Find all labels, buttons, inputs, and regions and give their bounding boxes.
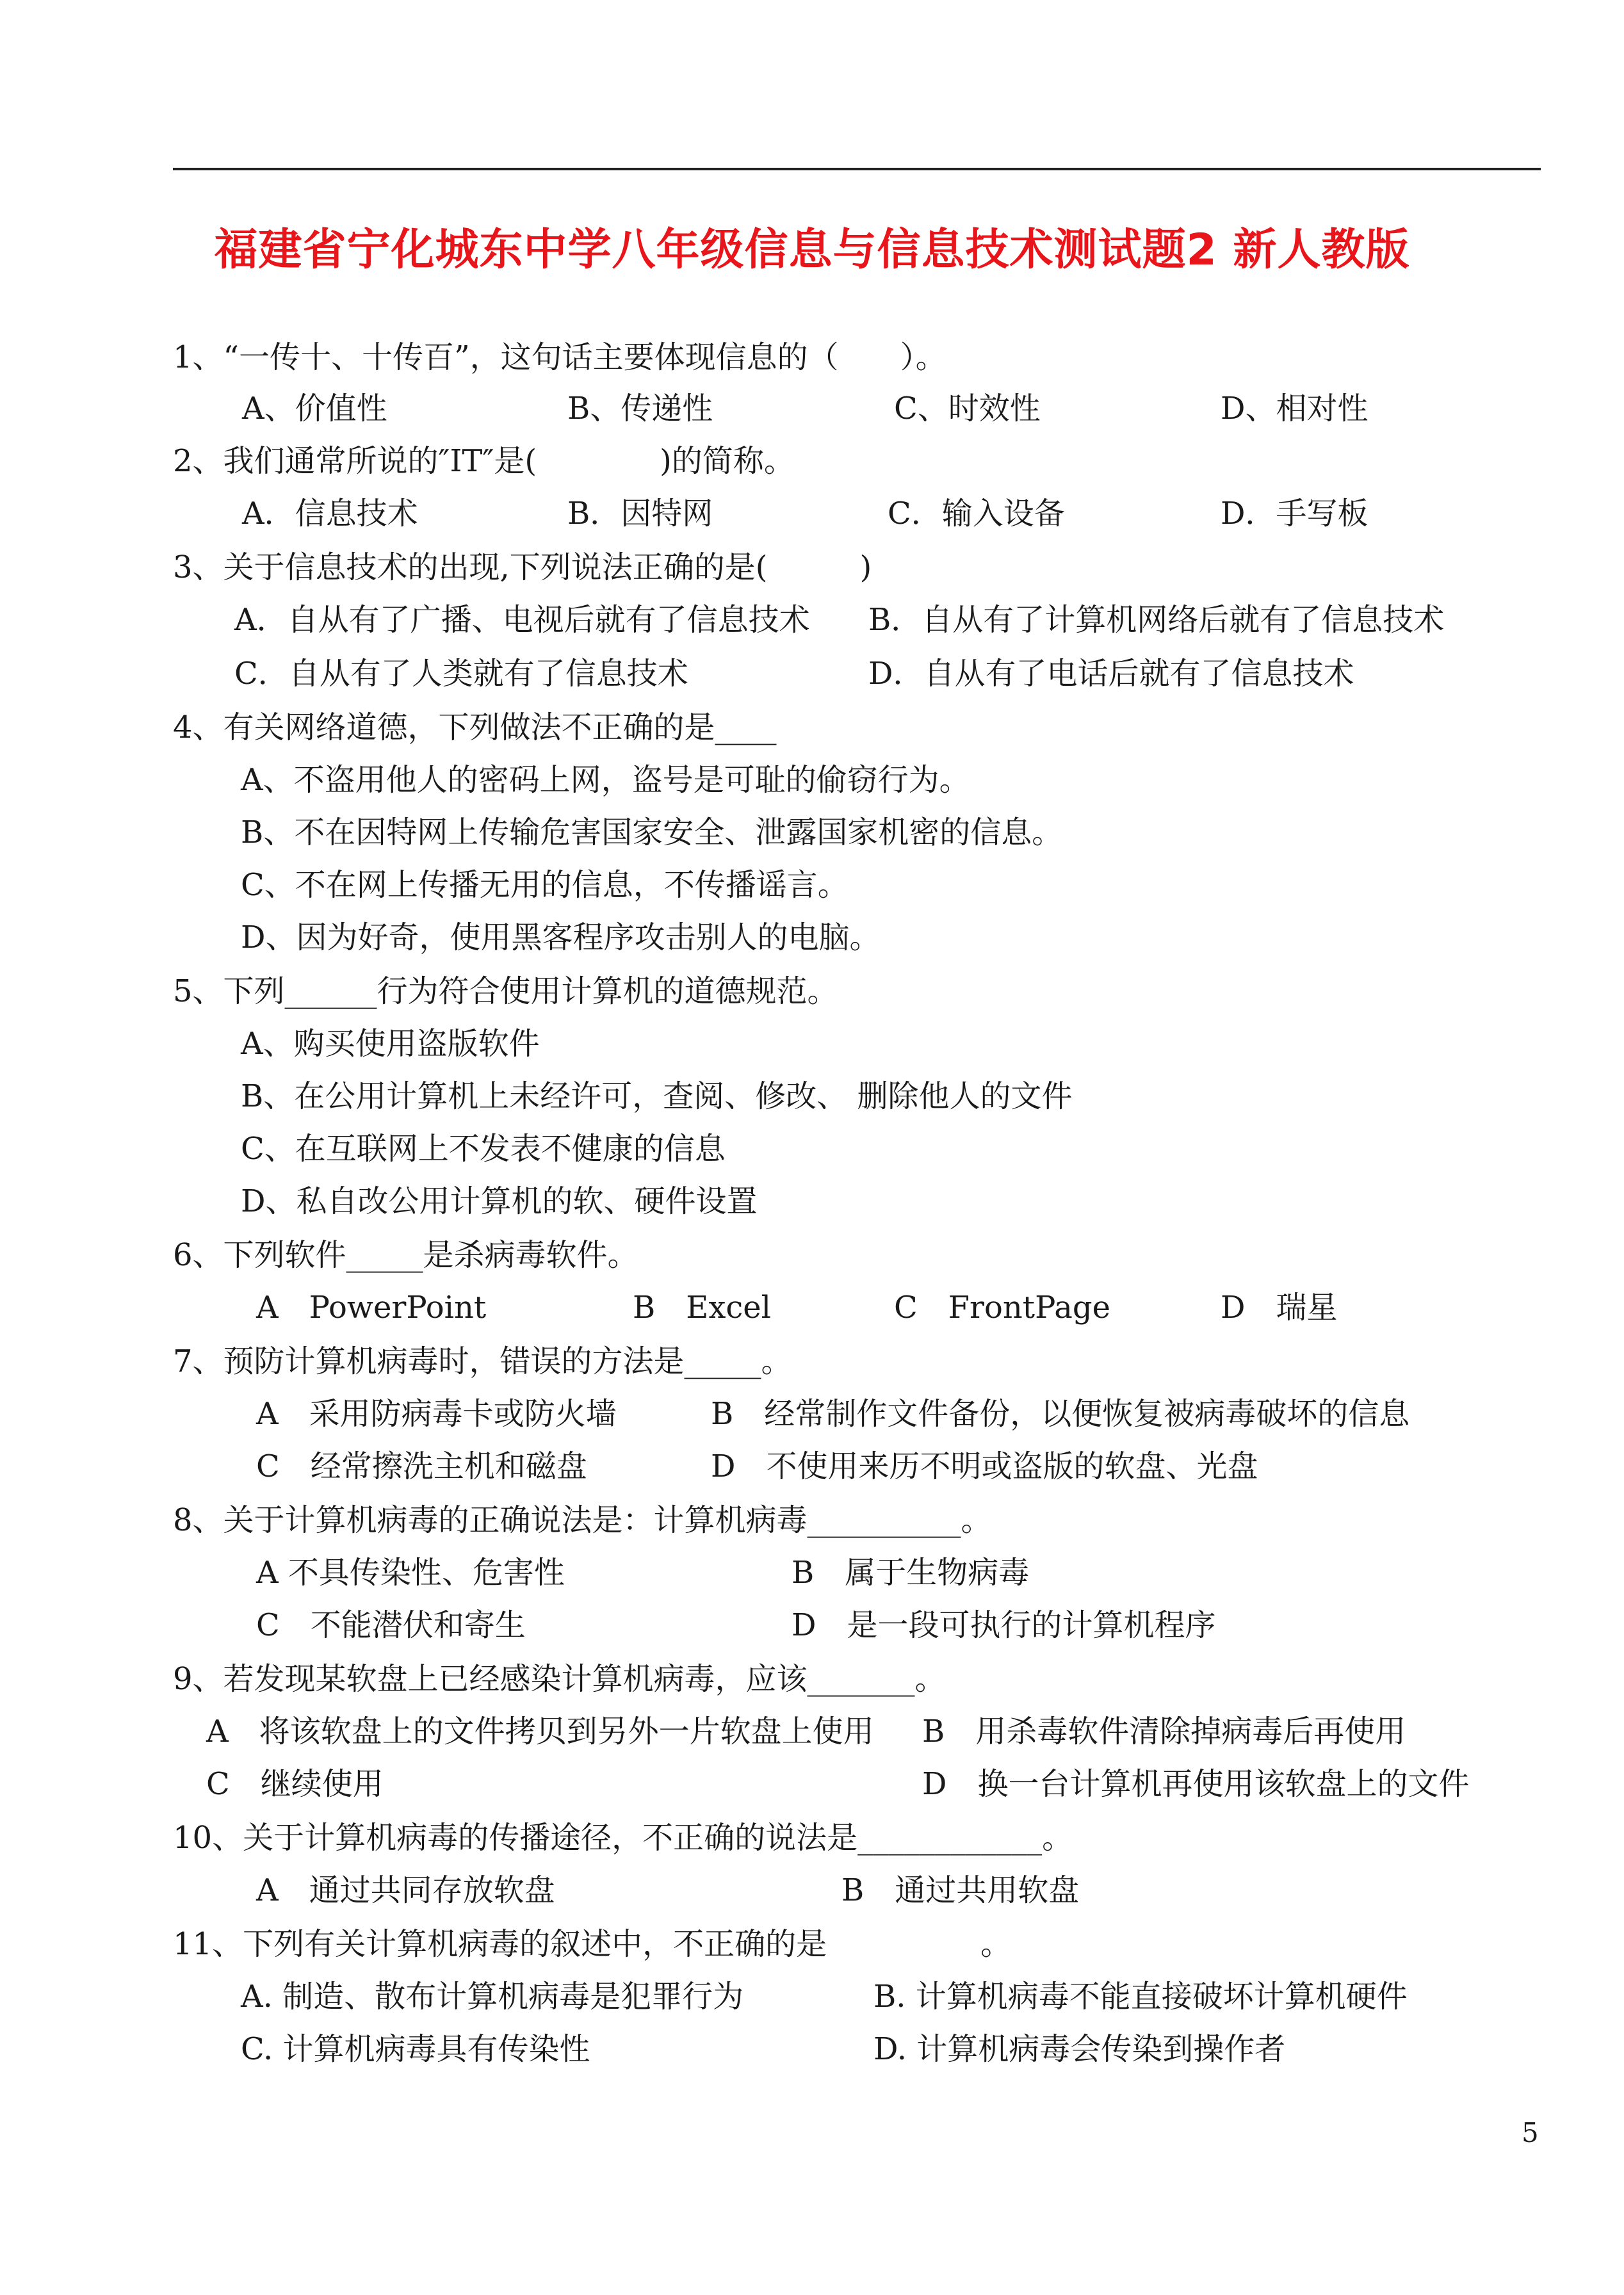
question-3-option-d: D．自从有了电话后就有了信息技术	[868, 656, 1354, 692]
question-11-stem: 11、下列有关计算机病毒的叙述中，不正确的是 。	[173, 1926, 1012, 1962]
question-1-option-d: D、相对性	[1221, 391, 1368, 426]
question-8-option-b: B 属于生物病毒	[792, 1555, 1030, 1591]
header-rule	[173, 168, 1541, 170]
question-10-option-a: A 通过共同存放软盘	[256, 1872, 555, 1908]
question-10-option-b: B 通过共用软盘	[841, 1872, 1080, 1908]
question-9-option-b: B 用杀毒软件清除掉病毒后再使用	[922, 1714, 1406, 1749]
question-5-option-d: D、私自改公用计算机的软、硬件设置	[241, 1183, 758, 1219]
question-2-option-a: A．信息技术	[242, 496, 418, 531]
question-6-option-d: D 瑞星	[1221, 1290, 1338, 1326]
question-7-option-d: D 不使用来历不明或盗版的软盘、光盘	[711, 1448, 1258, 1484]
question-7-option-b: B 经常制作文件备份，以便恢复被病毒破坏的信息	[711, 1396, 1410, 1432]
question-9-option-a: A 将该软盘上的文件拷贝到另外一片软盘上使用	[206, 1714, 874, 1749]
question-7-option-a: A 采用防病毒卡或防火墙	[256, 1396, 617, 1432]
question-3-option-b: B．自从有了计算机网络后就有了信息技术	[868, 602, 1445, 638]
question-6-option-b: B Excel	[633, 1290, 772, 1326]
question-4-option-b: B、不在因特网上传输危害国家安全、泄露国家机密的信息。	[241, 815, 1063, 850]
question-9-option-c: C 继续使用	[206, 1766, 384, 1802]
question-11-option-a: A. 制造、散布计算机病毒是犯罪行为	[241, 1979, 744, 2015]
question-8-option-d: D 是一段可执行的计算机程序	[792, 1607, 1216, 1643]
question-3-stem: 3、关于信息技术的出现,下列说法正确的是( )	[173, 549, 872, 585]
question-1-stem: 1、“一传十、十传百”，这句话主要体现信息的（ ）。	[173, 339, 946, 375]
question-2-option-d: D．手写板	[1221, 496, 1368, 531]
question-3-option-a: A．自从有了广播、电视后就有了信息技术	[234, 602, 810, 638]
question-7-stem: 7、预防计算机病毒时，错误的方法是_____。	[173, 1343, 792, 1379]
question-9-option-d: D 换一台计算机再使用该软盘上的文件	[922, 1766, 1470, 1802]
question-5-option-b: B、在公用计算机上未经许可，查阅、修改、 删除他人的文件	[241, 1078, 1073, 1114]
question-2-option-b: B．因特网	[567, 496, 713, 531]
page-number: 5	[1522, 2117, 1539, 2148]
question-9-stem: 9、若发现某软盘上已经感染计算机病毒，应该_______。	[173, 1661, 946, 1697]
page-title: 福建省宁化城东中学八年级信息与信息技术测试题2 新人教版	[214, 225, 1410, 275]
question-1-option-b: B、传递性	[567, 391, 713, 426]
question-8-option-c: C 不能潜伏和寄生	[256, 1607, 526, 1643]
question-11-option-b: B. 计算机病毒不能直接破坏计算机硬件	[873, 1979, 1408, 2015]
question-7-option-c: C 经常擦洗主机和磁盘	[256, 1448, 587, 1484]
question-4-option-d: D、因为好奇，使用黑客程序攻击别人的电脑。	[241, 920, 881, 955]
question-5-option-c: C、在互联网上不发表不健康的信息	[241, 1131, 726, 1167]
question-8-option-a: A 不具传染性、危害性	[256, 1555, 565, 1591]
question-4-option-a: A、不盗用他人的密码上网，盗号是可耻的偷窃行为。	[241, 762, 970, 798]
question-6-option-a: A PowerPoint	[256, 1290, 487, 1326]
question-10-stem: 10、关于计算机病毒的传播途径，不正确的说法是____________。	[173, 1820, 1073, 1856]
question-6-option-c: C FrontPage	[894, 1290, 1110, 1326]
question-3-option-c: C．自从有了人类就有了信息技术	[234, 656, 688, 692]
question-2-option-c: C．输入设备	[888, 496, 1065, 531]
question-5-stem: 5、下列______行为符合使用计算机的道德规范。	[173, 973, 838, 1009]
question-1-option-c: C、时效性	[894, 391, 1041, 426]
question-1-option-a: A、价值性	[242, 391, 387, 426]
question-4-option-c: C、不在网上传播无用的信息，不传播谣言。	[241, 867, 849, 903]
question-8-stem: 8、关于计算机病毒的正确说法是：计算机病毒__________。	[173, 1502, 992, 1538]
question-11-option-c: C. 计算机病毒具有传染性	[241, 2031, 590, 2067]
question-4-stem: 4、有关网络道德，下列做法不正确的是____	[173, 710, 777, 745]
question-5-option-a: A、购买使用盗版软件	[241, 1026, 540, 1062]
question-6-stem: 6、下列软件_____是杀病毒软件。	[173, 1237, 638, 1273]
question-2-stem: 2、我们通常所说的″IT″是( )的简称。	[173, 443, 795, 479]
question-11-option-d: D. 计算机病毒会传染到操作者	[873, 2031, 1286, 2067]
